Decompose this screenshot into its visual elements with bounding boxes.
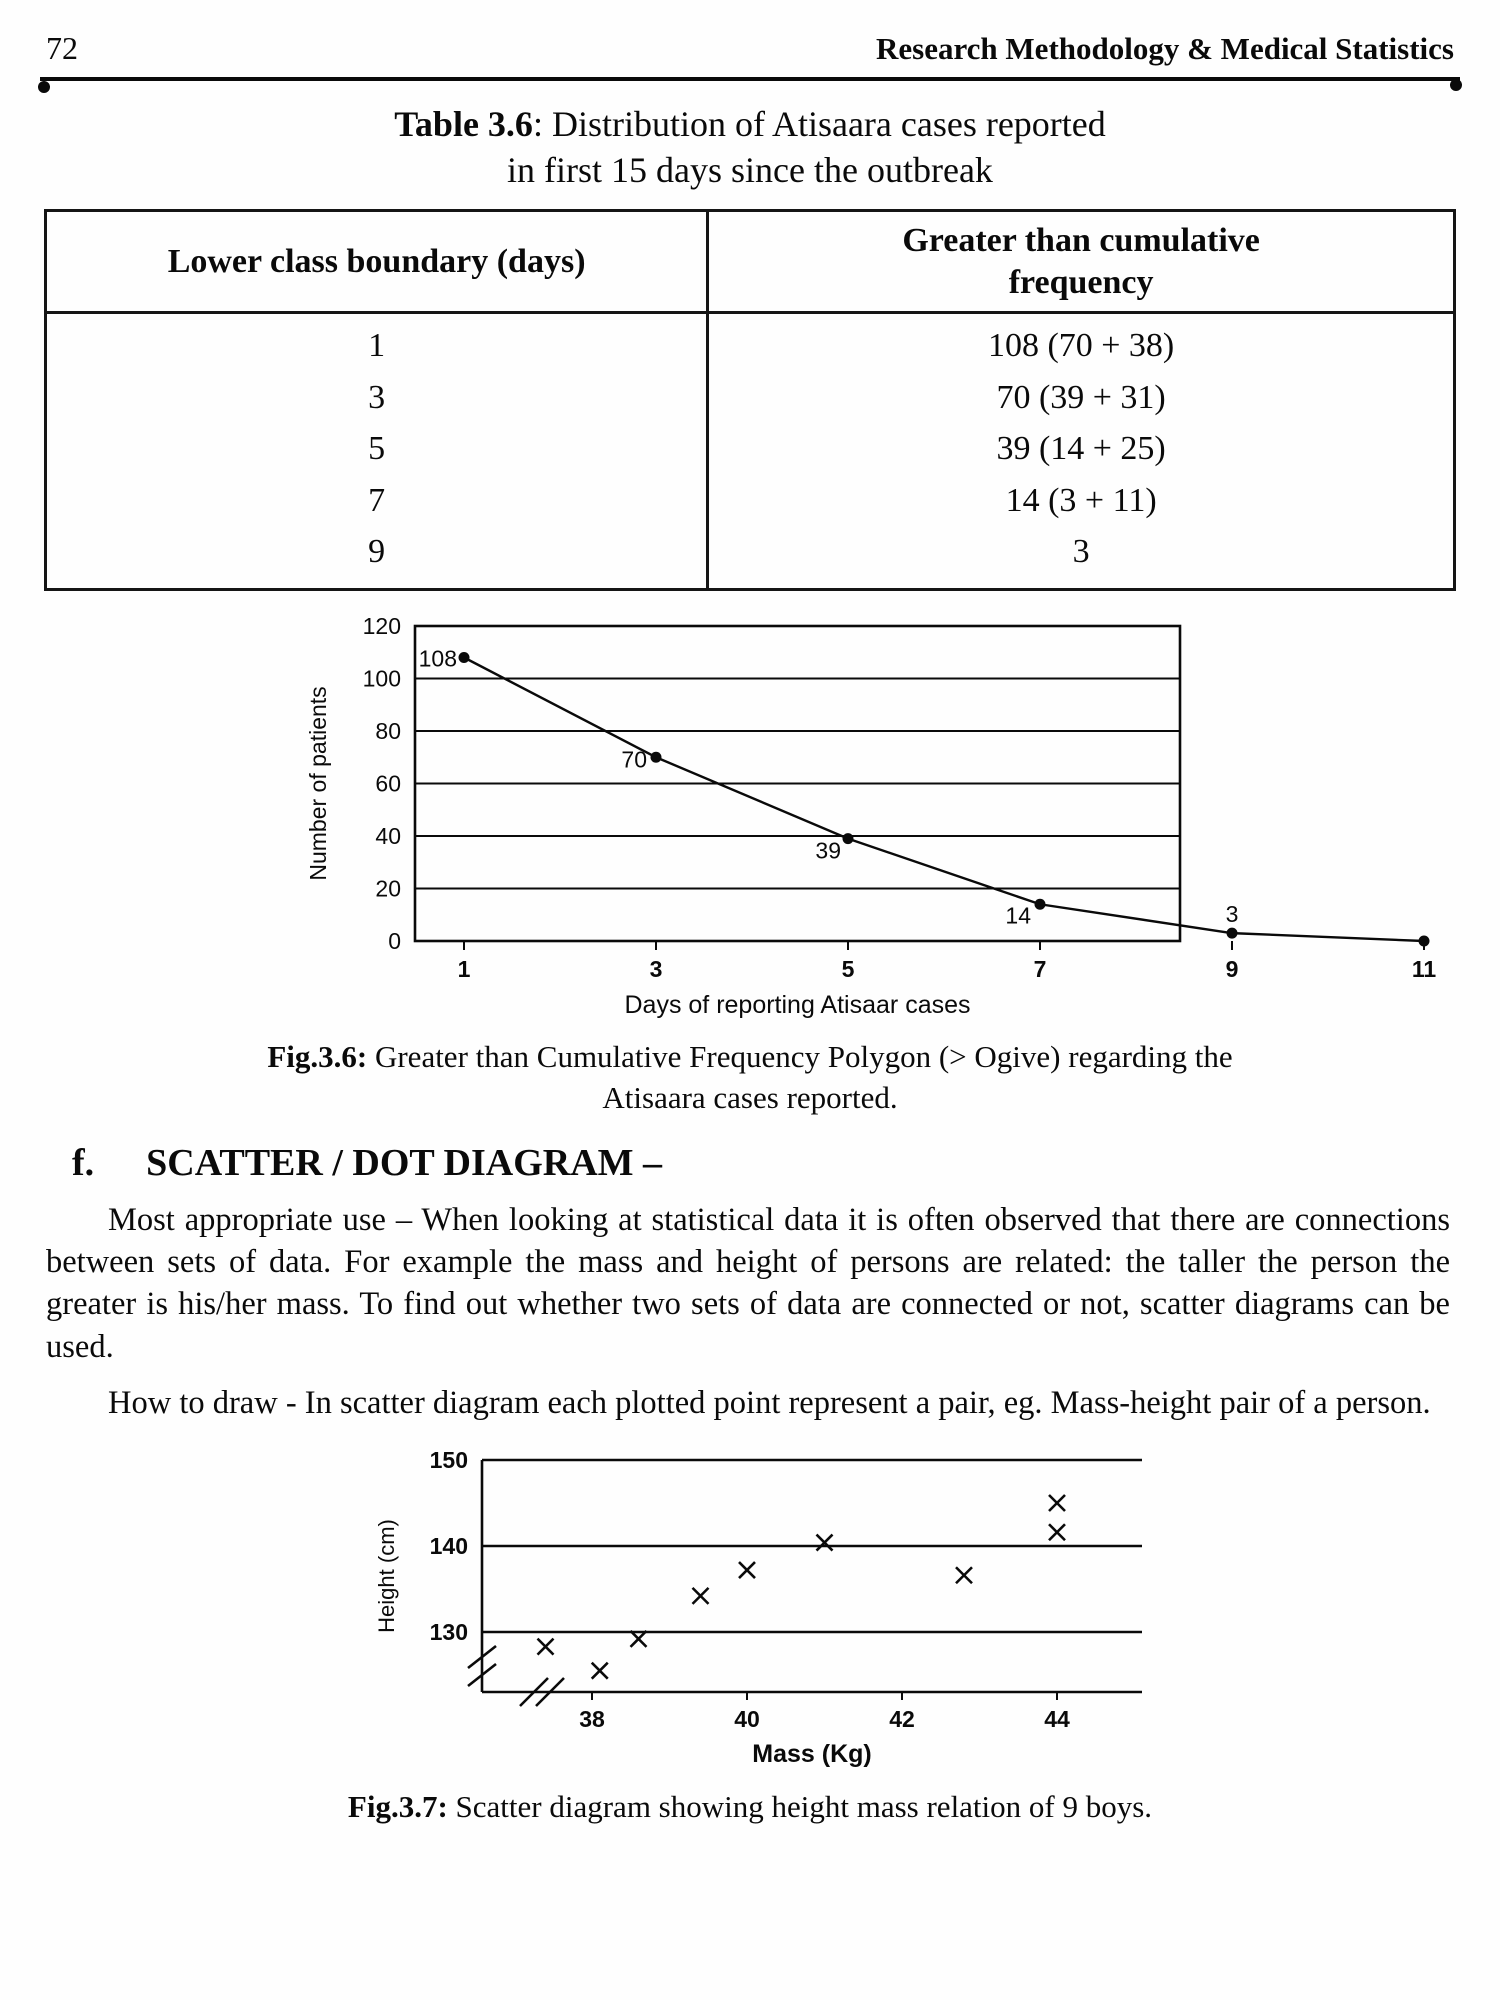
cell-cumulative-frequency: 3 xyxy=(1072,533,1090,571)
cell-cumulative-frequency: 39 (14 + 25) xyxy=(996,430,1166,468)
cell-lower-boundary: 3 xyxy=(46,372,708,424)
y-axis-label: Height (cm) xyxy=(374,1519,399,1633)
col-header-cumulative-frequency xyxy=(708,211,1455,313)
table-row xyxy=(46,475,1455,527)
ogive-line xyxy=(464,658,1424,942)
table-title-label: Table 3.6 xyxy=(394,104,533,144)
fig36-caption-line1 xyxy=(0,1037,1500,1078)
y-tick-label: 60 xyxy=(375,770,401,797)
data-point xyxy=(1419,936,1430,947)
ogive-chart-svg xyxy=(300,611,1437,1026)
y-tick-label: 150 xyxy=(429,1447,468,1474)
table-title xyxy=(0,101,1500,193)
fig37-caption-text: Scatter diagram showing height mass relation of 9 boys. xyxy=(447,1789,1153,1825)
section-letter: f. xyxy=(72,1141,95,1184)
col-header-lower-boundary-label: Lower class boundary (days) xyxy=(167,242,586,280)
table-title-text: : Distribution of Atisaara cases reported xyxy=(532,104,1106,144)
y-tick-label: 20 xyxy=(375,875,401,902)
y-tick-label: 140 xyxy=(429,1533,468,1560)
x-tick-label: 38 xyxy=(579,1706,605,1733)
point-label: 3 xyxy=(1225,901,1239,928)
y-tick-label: 100 xyxy=(362,665,401,692)
x-tick-label: 11 xyxy=(1411,956,1437,983)
fig36-caption-label: Fig.3.6: xyxy=(267,1039,368,1075)
data-point xyxy=(459,652,470,663)
x-tick-label: 9 xyxy=(1225,956,1239,983)
x-tick-label: 44 xyxy=(1044,1706,1070,1733)
x-tick-label: 1 xyxy=(457,956,471,983)
cell-cumulative-frequency: 70 (39 + 31) xyxy=(996,378,1166,416)
running-head-title: Research Methodology & Medical Statistics xyxy=(876,31,1454,66)
fig37-caption-label: Fig.3.7: xyxy=(347,1789,448,1825)
point-label: 108 xyxy=(418,645,457,672)
page-header xyxy=(0,30,1500,67)
col-header-lower-boundary xyxy=(46,211,708,313)
x-tick-label: 40 xyxy=(734,1706,760,1733)
table-row xyxy=(46,313,1455,372)
ogive-chart xyxy=(300,611,1500,1031)
section-heading-scatter-diagram xyxy=(72,1141,1452,1185)
data-point xyxy=(1227,928,1238,939)
table-header-row xyxy=(46,211,1455,313)
cell-lower-boundary: 7 xyxy=(46,475,708,527)
col-header-cumulative-frequency-label: Greater than cumulative frequency xyxy=(902,222,1260,301)
fig36-caption-line2: Atisaara cases reported. xyxy=(602,1079,898,1115)
cell-lower-boundary: 1 xyxy=(46,313,708,372)
data-point xyxy=(843,833,854,844)
data-point xyxy=(1035,899,1046,910)
cell-lower-boundary: 5 xyxy=(46,423,708,475)
y-tick-label: 40 xyxy=(375,823,401,850)
y-tick-label: 130 xyxy=(429,1619,468,1646)
table-row xyxy=(46,423,1455,475)
point-label: 70 xyxy=(621,746,647,773)
y-tick-label: 0 xyxy=(388,928,401,955)
cell-cumulative-frequency: 108 (70 + 38) xyxy=(987,327,1175,365)
data-point xyxy=(651,752,662,763)
paragraph-how-to-draw: How to draw - In scatter diagram each plotted point represent a pair, eg. Mass-height pair of a person. xyxy=(108,1384,1431,1421)
y-tick-label: 80 xyxy=(375,718,401,745)
x-tick-label: 7 xyxy=(1033,956,1047,983)
scatter-chart-svg xyxy=(352,1440,1172,1780)
x-tick-label: 3 xyxy=(649,956,663,983)
header-rule xyxy=(40,77,1460,81)
y-tick-label: 120 xyxy=(362,613,401,640)
x-tick-label: 5 xyxy=(841,956,855,983)
x-tick-label: 42 xyxy=(889,1706,915,1733)
fig37-caption xyxy=(0,1787,1500,1828)
page-number: 72 xyxy=(46,30,78,66)
y-axis-label: Number of patients xyxy=(305,686,331,881)
fig36-caption xyxy=(0,1037,1500,1119)
x-axis-label: Days of reporting Atisaar cases xyxy=(624,991,971,1020)
point-label: 39 xyxy=(815,837,841,864)
table-title-line2: in first 15 days since the outbreak xyxy=(507,150,993,191)
paragraph-most-appropriate-use: Most appropriate use – When looking at statistical data it is often observed that there are connections between sets of data. For example the mass and height of persons are related: the taller the person the greater is his/her mass. To find out whether two sets of data are connected or not, scatter diagrams can be used. xyxy=(46,1201,1450,1365)
frequency-table-body xyxy=(46,313,1455,590)
scatter-chart xyxy=(352,1440,1500,1785)
point-label: 14 xyxy=(1005,902,1031,929)
fig36-caption-text: Greater than Cumulative Frequency Polygon (> Ogive) regarding the xyxy=(367,1039,1233,1075)
cell-lower-boundary: 9 xyxy=(46,526,708,589)
section-heading-text: SCATTER / DOT DIAGRAM – xyxy=(146,1141,663,1184)
frequency-table xyxy=(44,209,1456,591)
table-row xyxy=(46,372,1455,424)
table-row xyxy=(46,526,1455,589)
x-axis-label: Mass (Kg) xyxy=(752,1740,872,1769)
cell-cumulative-frequency: 14 (3 + 11) xyxy=(1005,481,1157,519)
table-title-line1 xyxy=(0,101,1500,147)
